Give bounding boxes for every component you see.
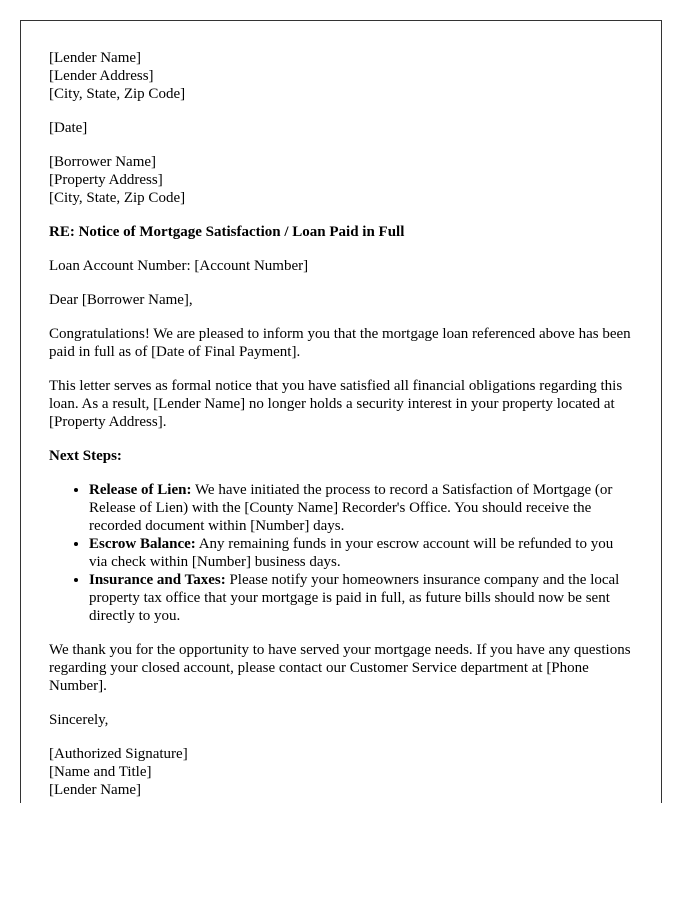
salutation: Dear [Borrower Name], [49,292,193,308]
recipient-address [49,153,634,207]
sender-address [49,49,634,103]
letter-page [20,20,662,803]
sender-line: [Lender Address] [49,68,154,84]
step-title: Escrow Balance: [89,536,196,552]
list-item [89,481,634,535]
step-text: Any remaining funds in your escrow account will be refunded to you via check within [Number] business days. [89,536,614,570]
signature-block [49,745,634,799]
signature-line: [Lender Name] [49,782,142,798]
paragraph-notice: This letter serves as formal notice that you have satisfied all financial obligations regarding this loan. As a result, [Lender Name] no longer holds a security interest in your property located at [Property Address]. [49,378,623,430]
step-text: We have initiated the process to record a Satisfaction of Mortgage (or Release of Lien) with the [County Name] Recorder's Office. You should receive the recorded document within [Number] days. [89,482,613,534]
list-item [89,571,634,625]
signature-line: [Authorized Signature] [49,746,188,762]
recipient-line: [Property Address] [49,172,163,188]
closing: Sincerely, [49,712,109,728]
paragraph-thanks: We thank you for the opportunity to have served your mortgage needs. If you have any questions regarding your closed account, please contact our Customer Service department at [Phone Number]. [49,642,631,694]
step-text: Please notify your homeowners insurance company and the local property tax office that your mortgage is paid in full, as future bills should now be sent directly to you. [89,572,620,624]
signature-line: [Name and Title] [49,764,152,780]
sender-line: [City, State, Zip Code] [49,86,186,102]
sender-line: [Lender Name] [49,50,142,66]
next-steps-heading: Next Steps: [49,448,122,464]
letter-date: [Date] [49,120,88,136]
paragraph-congratulations: Congratulations! We are pleased to inform you that the mortgage loan referenced above has been paid in full as of [Date of Final Payment]. [49,326,631,360]
step-title: Insurance and Taxes: [89,572,226,588]
step-title: Release of Lien: [89,482,192,498]
subject-line: RE: Notice of Mortgage Satisfaction / Loan Paid in Full [49,224,405,240]
recipient-line: [City, State, Zip Code] [49,190,186,206]
recipient-line: [Borrower Name] [49,154,157,170]
account-number: Loan Account Number: [Account Number] [49,258,309,274]
next-steps-list [49,481,634,625]
list-item [89,535,634,571]
